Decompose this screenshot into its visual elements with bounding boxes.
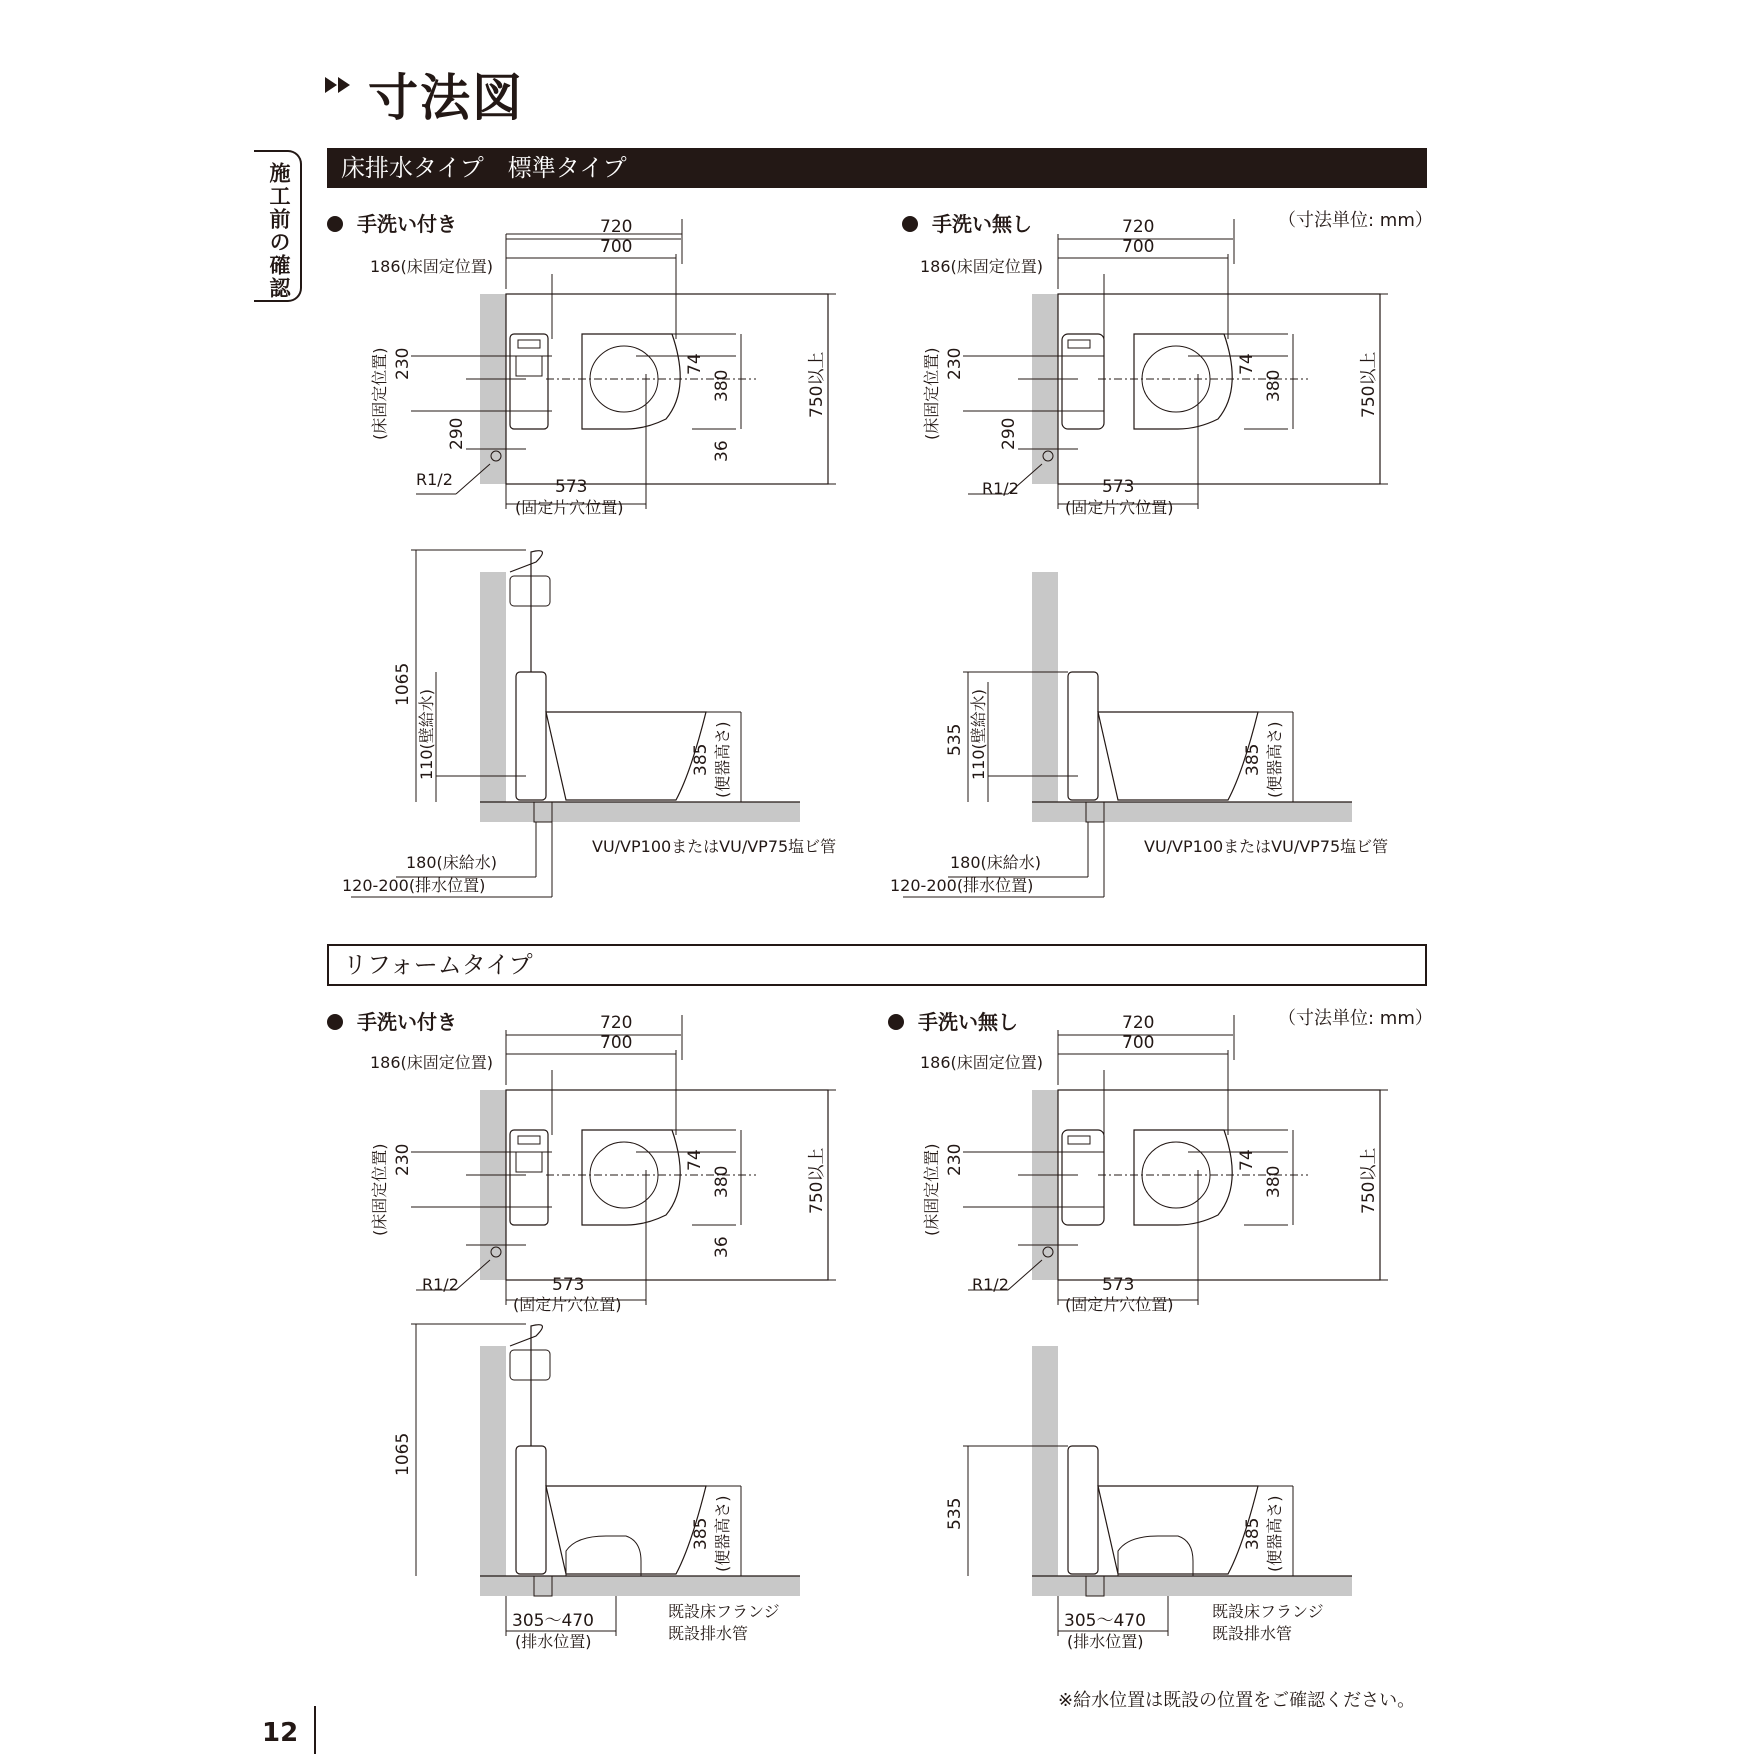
dim-230-a: 230 xyxy=(393,347,413,380)
side-view-reform-with-basin xyxy=(411,1324,800,1636)
dim-700-b: 700 xyxy=(1122,237,1155,257)
dim-750-c: 750以上 xyxy=(807,1147,827,1214)
section-heading-floor-drain-label: 床排水タイプ 標準タイプ xyxy=(341,154,627,182)
dim-36-a: 36 xyxy=(712,440,732,462)
dim-385-a: 385 xyxy=(691,743,711,776)
dim-fixpos-b: (床固定位置) xyxy=(922,347,941,440)
dim-720-a: 720 xyxy=(600,217,633,237)
dim-305-b: 305～470 xyxy=(1064,1611,1146,1631)
dim-120-b: 120-200(排水位置) xyxy=(890,876,1034,895)
dim-fixpos-a: (床固定位置) xyxy=(370,347,389,440)
dim-r12-a: R1/2 xyxy=(416,470,453,489)
dim-1065-a: 1065 xyxy=(393,662,413,706)
dim-573-b: 573 xyxy=(1102,477,1135,497)
dim-180-a: 180(床給水) xyxy=(406,853,498,872)
subheading-with-basin-1: 手洗い付き xyxy=(327,208,457,237)
page-number-divider xyxy=(314,1706,316,1754)
dim-573-c: 573 xyxy=(552,1275,585,1295)
section-heading-reform-label: リフォームタイプ xyxy=(343,951,533,979)
dim-74-d: 74 xyxy=(1237,1149,1257,1171)
dim-380-c: 380 xyxy=(712,1165,732,1198)
dim-385-c: 385 xyxy=(691,1517,711,1550)
subheading-without-basin-1: 手洗い無し xyxy=(902,208,1032,237)
dim-fixpos-c: (床固定位置) xyxy=(370,1143,389,1236)
dim-fixhole-b: (固定片穴位置) xyxy=(1065,498,1174,517)
dim-186-d: 186(床固定位置) xyxy=(920,1053,1044,1072)
dim-290-a: 290 xyxy=(447,417,467,450)
dim-750-d: 750以上 xyxy=(1359,1147,1379,1214)
dim-r12-d: R1/2 xyxy=(972,1275,1009,1294)
side-tab-label: 施工前の確認 xyxy=(267,162,291,300)
dim-drainpos-a: (排水位置) xyxy=(515,1632,592,1651)
dim-74-b: 74 xyxy=(1237,353,1257,375)
dim-700-a: 700 xyxy=(600,237,633,257)
dim-74-c: 74 xyxy=(685,1149,705,1171)
dim-720-b: 720 xyxy=(1122,217,1155,237)
dim-573-a: 573 xyxy=(555,477,588,497)
dim-110-b: 110(壁給水) xyxy=(969,688,988,780)
dim-380-d: 380 xyxy=(1264,1165,1284,1198)
dim-186-b: 186(床固定位置) xyxy=(920,257,1044,276)
footnote: ※給水位置は既設の位置をご確認ください。 xyxy=(1058,1690,1416,1711)
dim-120-a: 120-200(排水位置) xyxy=(342,876,486,895)
dim-230-d: 230 xyxy=(945,1143,965,1176)
dim-380-b: 380 xyxy=(1264,369,1284,402)
dim-720-c: 720 xyxy=(600,1013,633,1033)
dim-385-d: 385 xyxy=(1243,1517,1263,1550)
dim-drainpipe-b: 既設排水管 xyxy=(1212,1624,1293,1643)
dim-700-c: 700 xyxy=(600,1033,633,1053)
unit-note-1: （寸法単位: mm） xyxy=(1278,210,1433,231)
dim-180-b: 180(床給水) xyxy=(950,853,1042,872)
dim-230-c: 230 xyxy=(393,1143,413,1176)
dim-bowlh-c: (便器高さ) xyxy=(713,1495,732,1572)
dim-290-b: 290 xyxy=(999,417,1019,450)
dim-r12-b: R1/2 xyxy=(982,479,1019,498)
dim-bowlh-b: (便器高さ) xyxy=(1265,721,1284,798)
unit-note-2: （寸法単位: mm） xyxy=(1278,1008,1433,1029)
dim-74-a: 74 xyxy=(685,353,705,375)
subheading-with-basin-2: 手洗い付き xyxy=(327,1006,457,1035)
dim-750-b: 750以上 xyxy=(1359,351,1379,418)
dim-drainpos-b: (排水位置) xyxy=(1067,1632,1144,1651)
dim-fixpos-d: (床固定位置) xyxy=(922,1143,941,1236)
dim-flange-a: 既設床フランジ xyxy=(668,1602,780,1621)
dim-drainpipe-a: 既設排水管 xyxy=(668,1624,749,1643)
dim-380-a: 380 xyxy=(712,369,732,402)
dim-110-a: 110(壁給水) xyxy=(417,688,436,780)
side-view-reform-without-basin xyxy=(963,1346,1352,1636)
dim-700-d: 700 xyxy=(1122,1033,1155,1053)
dim-186-a: 186(床固定位置) xyxy=(370,257,494,276)
dim-fixhole-d: (固定片穴位置) xyxy=(1065,1295,1174,1314)
subheading-without-basin-2: 手洗い無し xyxy=(888,1006,1018,1035)
dim-535-b: 535 xyxy=(945,1497,965,1530)
dim-573-d: 573 xyxy=(1102,1275,1135,1295)
dim-186-c: 186(床固定位置) xyxy=(370,1053,494,1072)
dim-36-c: 36 xyxy=(712,1236,732,1258)
dim-pipe-a: VU/VP100またはVU/VP75塩ビ管 xyxy=(592,837,837,856)
dim-720-d: 720 xyxy=(1122,1013,1155,1033)
dim-750-a: 750以上 xyxy=(807,351,827,418)
dim-bowlh-a: (便器高さ) xyxy=(713,721,732,798)
page-number: 12 xyxy=(262,1718,299,1748)
dim-flange-b: 既設床フランジ xyxy=(1212,1602,1324,1621)
dim-pipe-b: VU/VP100またはVU/VP75塩ビ管 xyxy=(1144,837,1389,856)
dim-385-b: 385 xyxy=(1243,743,1263,776)
dim-fixhole-a: (固定片穴位置) xyxy=(515,498,624,517)
page-title: 寸法図 xyxy=(368,69,524,127)
dim-305-a: 305～470 xyxy=(512,1611,594,1631)
dim-fixhole-c: (固定片穴位置) xyxy=(513,1295,622,1314)
dim-1065-b: 1065 xyxy=(393,1432,413,1476)
dim-535-a: 535 xyxy=(945,723,965,756)
dim-bowlh-d: (便器高さ) xyxy=(1265,1495,1284,1572)
dim-230-b: 230 xyxy=(945,347,965,380)
dim-r12-c: R1/2 xyxy=(422,1275,459,1294)
